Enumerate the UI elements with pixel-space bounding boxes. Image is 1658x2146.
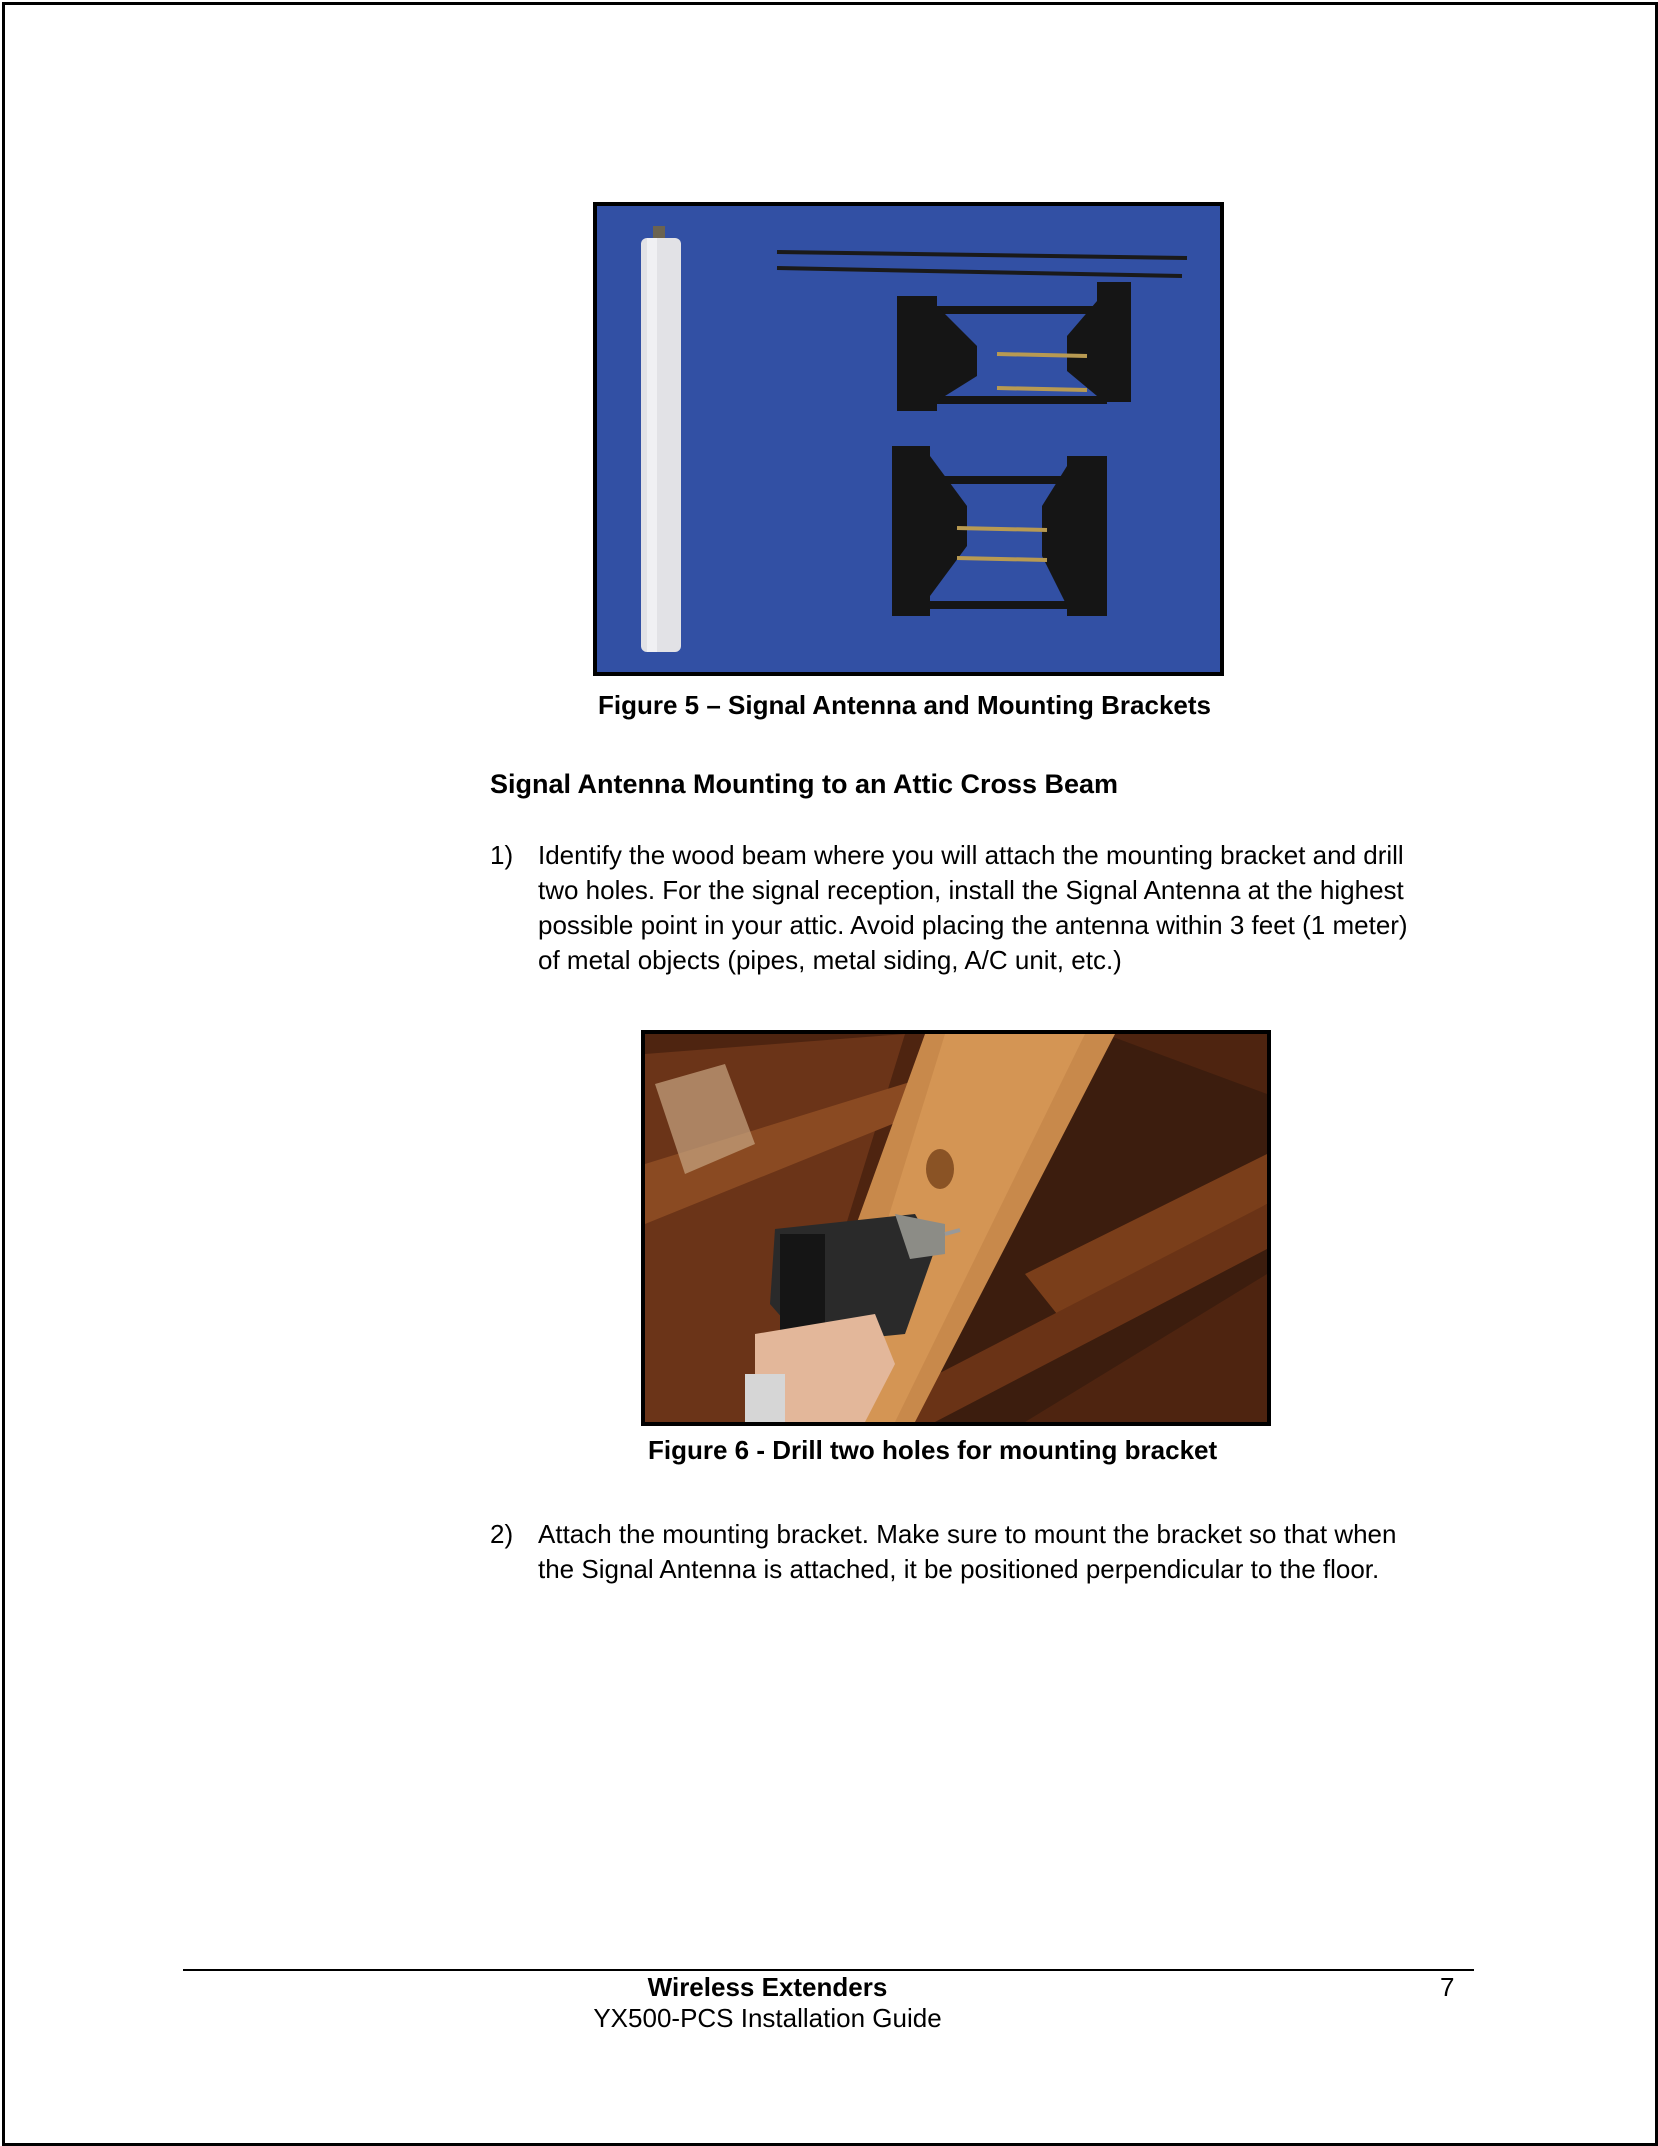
page-number: 7 (1440, 1972, 1455, 2002)
step-text: Attach the mounting bracket. Make sure to mount the bracket so that when the Signal Antenna is attached, it be positioned perpendicular to the floor. (538, 1519, 1397, 1584)
footer-subtitle: YX500-PCS Installation Guide (593, 2003, 942, 2033)
step-text: Identify the wood beam where you will attach the mounting bracket and drill two holes. For the signal reception, install the Signal Antenna at the highest possible point in your attic. Avoid placing the antenna within 3 feet (1 meter) of metal objects (pipes, metal siding, A/C unit, etc.) (538, 840, 1408, 975)
step-number: 1) (490, 840, 514, 870)
antenna-tube (653, 226, 665, 240)
figure-6-image (641, 1030, 1271, 1426)
section-heading: Signal Antenna Mounting to an Attic Cross Beam (490, 769, 1119, 799)
step-number: 2) (490, 1519, 514, 1549)
figure-5-image (593, 202, 1224, 676)
footer-title: Wireless Extenders (647, 1972, 888, 2002)
step-2 (490, 1517, 1520, 1587)
footer-rule (183, 1969, 1474, 1971)
step-1 (490, 838, 1520, 978)
